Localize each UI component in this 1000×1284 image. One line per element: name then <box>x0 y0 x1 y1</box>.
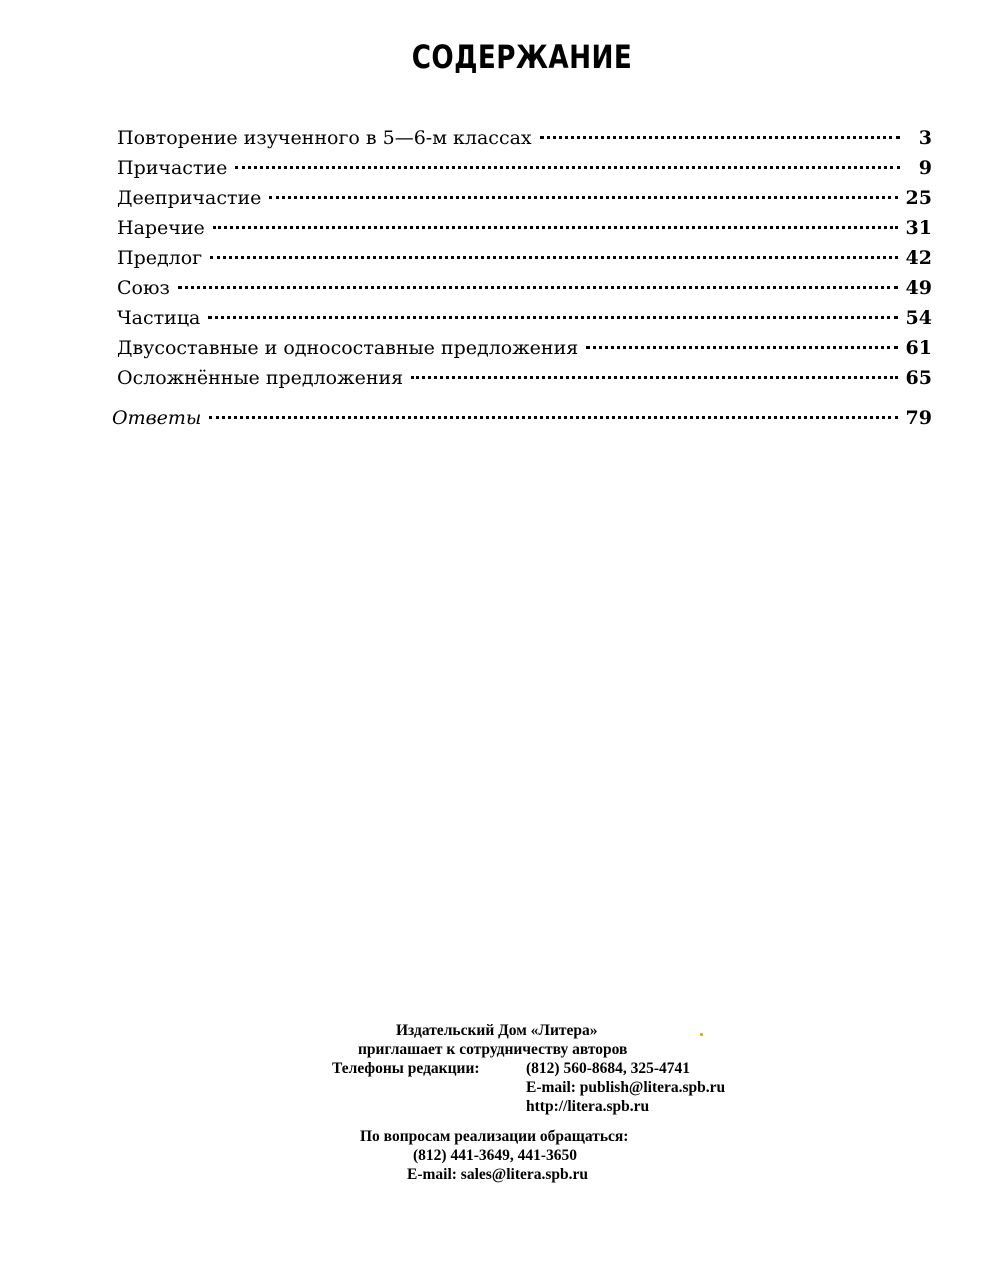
dot-leader <box>209 416 897 419</box>
dot-leader <box>269 196 897 199</box>
toc-entry-title: Причастие <box>117 157 228 179</box>
toc-entry[interactable] <box>112 127 932 157</box>
sales-email[interactable]: E-mail: sales@litera.spb.ru <box>407 1166 589 1183</box>
toc-entry-title: Повторение изученного в 5—6-м классах <box>117 127 532 149</box>
publisher-invite: приглашает к сотрудничеству авторов <box>358 1041 628 1058</box>
toc-entry[interactable] <box>112 187 932 217</box>
phones-label: Телефоны редакции: <box>332 1060 480 1077</box>
toc-entry-title: Наречие <box>117 217 205 239</box>
toc-entry-title: Предлог <box>117 247 203 269</box>
dot-leader <box>210 256 897 259</box>
publisher-website[interactable]: http://litera.spb.ru <box>526 1098 650 1115</box>
toc-entry[interactable] <box>112 157 932 187</box>
toc-entry[interactable] <box>112 307 932 337</box>
sales-title: По вопросам реализации обращаться: <box>360 1128 629 1145</box>
toc-entry[interactable] <box>112 217 932 247</box>
toc-entry-title: Двусоставные и односоставные предложения <box>117 337 579 359</box>
toc-entry-title: Деепричастие <box>117 187 262 209</box>
toc-entry-page: 54 <box>905 307 932 329</box>
page-title: СОДЕРЖАНИЕ <box>411 38 633 76</box>
editorial-phones: (812) 560-8684, 325-4741 <box>526 1060 691 1077</box>
publisher-name: Издательский Дом «Литера» <box>396 1022 598 1039</box>
dot-leader <box>208 316 897 319</box>
toc-entry[interactable] <box>112 337 932 367</box>
toc-entry-page: 61 <box>905 337 932 359</box>
dot-leader <box>213 226 898 229</box>
toc-entry-title: Частица <box>117 307 201 329</box>
toc-entry-answers[interactable] <box>112 407 932 437</box>
toc-entry[interactable] <box>112 247 932 277</box>
toc-entry-title: Союз <box>117 277 170 299</box>
toc-entry-title: Ответы <box>112 407 202 429</box>
ink-speck <box>700 1033 703 1036</box>
sales-phones: (812) 441-3649, 441-3650 <box>413 1147 578 1164</box>
dot-leader <box>235 166 900 169</box>
dot-leader <box>586 346 897 349</box>
toc-entry[interactable] <box>112 367 932 397</box>
dot-leader <box>178 286 898 289</box>
toc-entry-page: 25 <box>905 187 932 209</box>
editorial-email[interactable]: E-mail: publish@litera.spb.ru <box>526 1079 726 1096</box>
toc-entry-page: 9 <box>918 157 932 179</box>
toc-entry-page: 79 <box>905 407 932 429</box>
dot-leader <box>540 136 900 139</box>
toc-entry-page: 65 <box>905 367 932 389</box>
toc-entry-page: 42 <box>905 247 932 269</box>
toc-entry-title: Осложнённые предложения <box>117 367 404 389</box>
table-of-contents <box>112 127 932 437</box>
toc-entry[interactable] <box>112 277 932 307</box>
toc-entry-page: 31 <box>905 217 932 239</box>
toc-entry-page: 3 <box>918 127 932 149</box>
toc-entry-page: 49 <box>905 277 932 299</box>
dot-leader <box>411 376 897 379</box>
